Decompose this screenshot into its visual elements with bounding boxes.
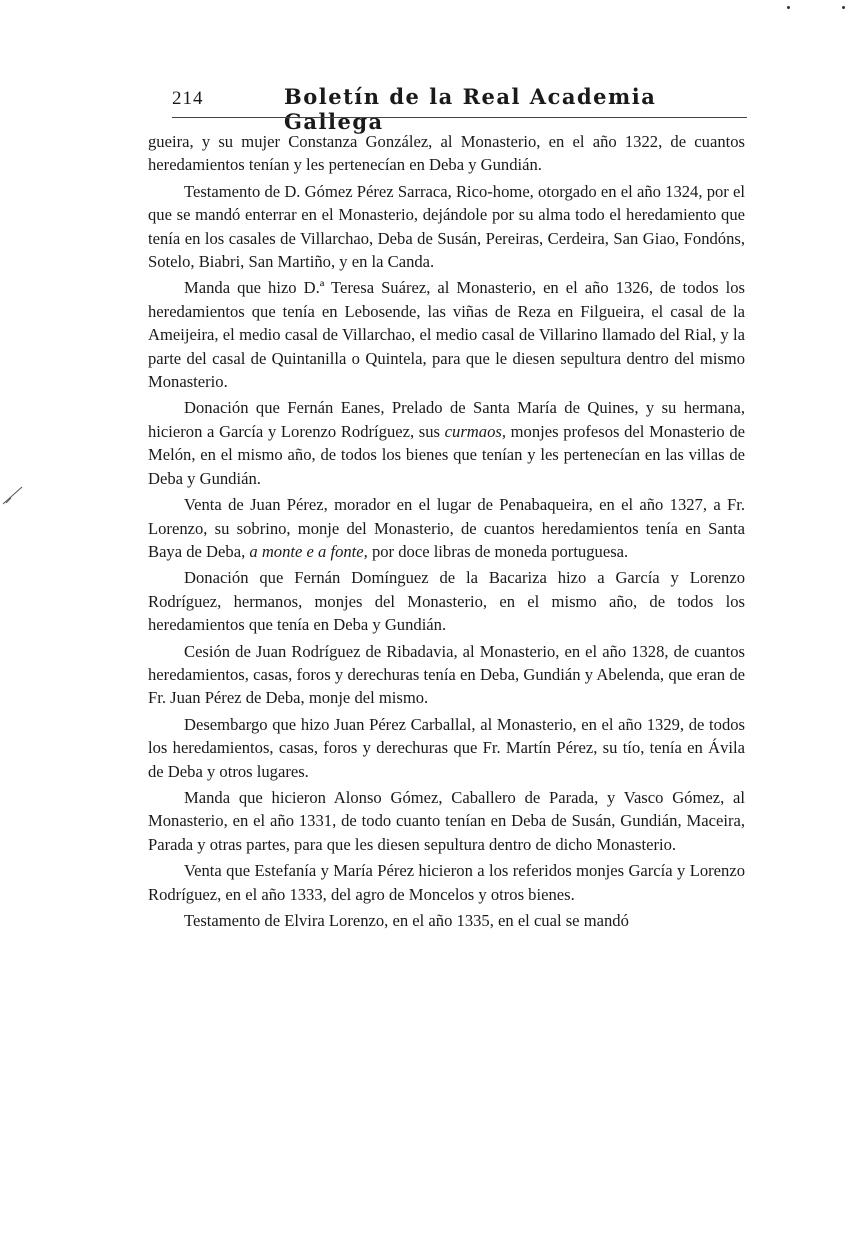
scan-speck [842, 6, 845, 9]
running-title: Boletín de la Real Academia Gallega [284, 84, 657, 134]
paragraph-text: monjes profesos del Monasterio de Melón, en el mismo año, de todos los bienes que tenían y les pertenecían en las villas de Deba y Gundián. [148, 421, 745, 488]
header-rule [172, 117, 747, 118]
scan-speck [787, 6, 790, 9]
paragraph: Manda que hicieron Alonso Gómez, Caballero de Parada, y Vasco Gómez, al Monasterio, en el año 1331, de todo cuanto tenían en Deba de Susán, Gundián, Maceira, Parada y otras partes, para que les diesen sepultura dentro de dicho Monasterio. [148, 787, 745, 854]
paragraph: Testamento de D. Gómez Pérez Sarraca, Rico-home, otorgado en el año 1324, por el que se mandó enterrar en el Monasterio, dejándole por su alma todo el heredamiento que tenía en los casales de Villarchao, Deba de Susán, Pereiras, Cerdeira, San Giao, Fondóns, Sotelo, Biabri, San Martiño, y en la Canda. [148, 181, 745, 272]
page-number: 214 [172, 88, 204, 109]
paragraph: Desembargo que hizo Juan Pérez Carballal, al Monasterio, en el año 1329, de todos los heredamientos, casas, foros y derechuras que Fr. Martín Pérez, su tío, tenía en Ávila de Deba y otros lugares. [148, 714, 745, 781]
margin-scratch-mark [2, 484, 24, 506]
paragraph: Cesión de Juan Rodríguez de Ribadavia, al Monasterio, en el año 1328, de cuantos heredamientos, casas, foros y derechuras tenía en Deba, Gundián y Abelenda, que eran de Fr. Juan Pérez de Deba, monje del mismo. [148, 641, 745, 708]
body-text [148, 130, 745, 935]
paragraph: Venta que Estefanía y María Pérez hicieron a los referidos monjes García y Lorenzo Rodríguez, en el año 1333, del agro de Moncelos y otros bienes. [148, 861, 745, 904]
paragraph-continued: gueira, y su mujer Constanza González, al Monasterio, en el año 1322, de cuantos heredamientos tenían y les pertenecían en Deba y Gundián. [148, 132, 745, 175]
paragraph [148, 493, 745, 563]
italic-term: curmaos, [444, 421, 506, 441]
paragraph: Manda que hizo D.ª Teresa Suárez, al Monasterio, en el año 1326, de todos los heredamientos que tenía en Lebosende, las viñas de Reza en Filgueira, el casal de la Ameijeira, el medio casal de Villarchao, el medio casal de Villarino llamado del Rial, y la parte del casal de Quintanilla o Quintela, para que le diesen sepultura dentro del mismo Monasterio. [148, 278, 745, 392]
paragraph-text: por doce libras de moneda portuguesa. [367, 541, 629, 561]
paragraph-text: Venta de Juan Pérez, morador en el lugar de Penabaqueira, en el año 1327, a Fr. Lorenzo, su sobrino, monje del Monasterio, de cuantos heredamientos tenía en Santa Baya de Deba, [148, 495, 745, 561]
paragraph: Testamento de Elvira Lorenzo, en el año 1335, en el cual se mandó [184, 911, 629, 930]
page-header [172, 84, 752, 134]
paragraph: Donación que Fernán Domínguez de la Bacariza hizo a García y Lorenzo Rodríguez, hermanos, monjes del Monasterio, en el mismo año, de todos los heredamientos que tenía en Deba y Gundián. [148, 568, 745, 635]
paragraph [148, 396, 745, 490]
italic-term: a monte e a fonte, [249, 541, 368, 561]
paragraph-text: Donación que Fernán Eanes, Prelado de Santa María de Quines, y su hermana, hicieron a García y Lorenzo Rodríguez, sus [148, 398, 745, 441]
